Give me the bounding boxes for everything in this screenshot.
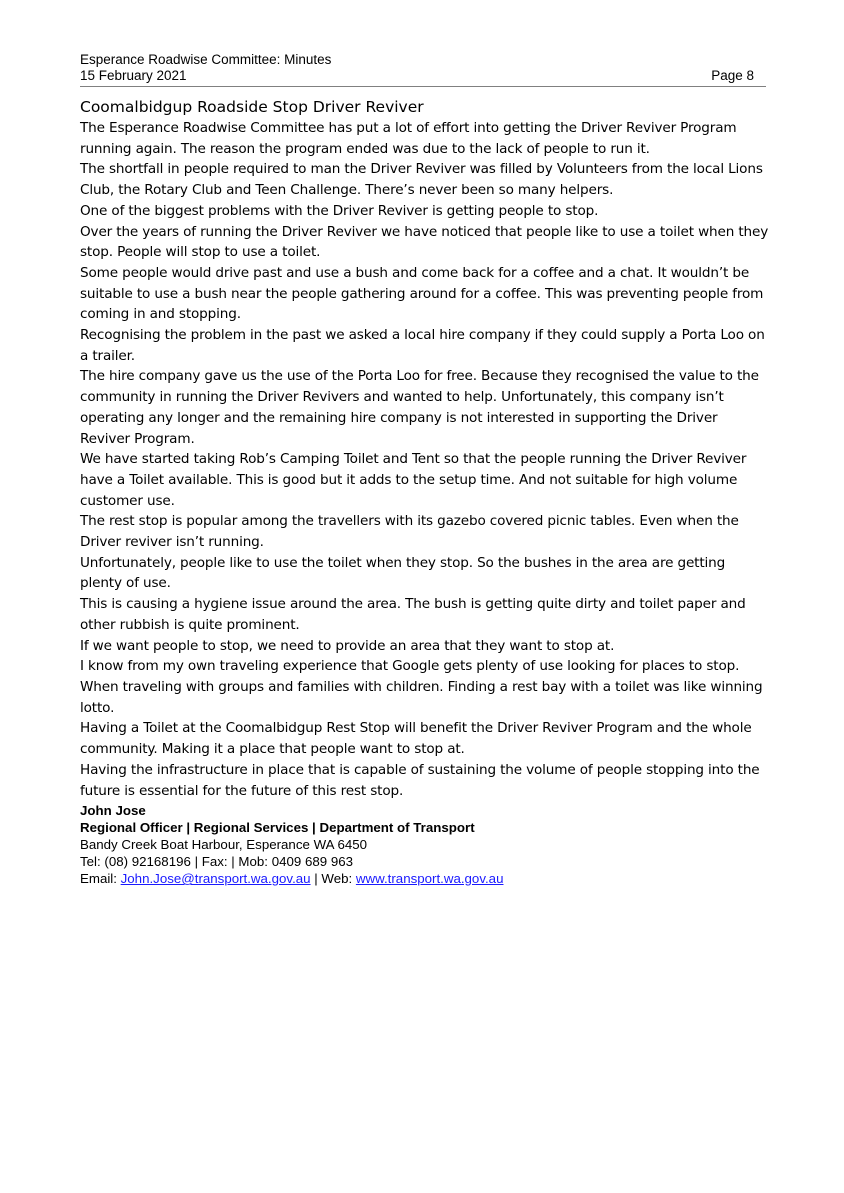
paragraph: This is causing a hygiene issue around the area. The bush is getting quite dirty and toilet paper and other rubbish is quite prominent. xyxy=(80,596,746,633)
paragraph: Some people would drive past and use a bush and come back for a coffee and a chat. It wouldn’t be suitable to use a bush near the people gathering around for a coffee. This was preventing people from coming in and stopping. xyxy=(80,264,764,323)
paragraph: Having the infrastructure in place that is capable of sustaining the volume of people stopping into the future is essential for the future of this rest stop. xyxy=(80,761,760,799)
paragraph: If we want people to stop, we need to provide an area that they want to stop at. xyxy=(80,637,615,654)
web-link[interactable]: www.transport.wa.gov.au xyxy=(355,871,504,887)
paragraph: Unfortunately, people like to use the toilet when they stop. So the bushes in the area are getting plenty of use. xyxy=(80,554,726,592)
signatory-email-web xyxy=(80,870,770,887)
paragraph: Having a Toilet at the Coomalbidgup Rest Stop will benefit the Driver Reviver Program and the whole community. Making it a place that people want to stop at. xyxy=(80,720,752,758)
email-label: Email: xyxy=(80,871,121,887)
web-label: | Web: xyxy=(310,871,356,887)
document-body xyxy=(80,96,770,887)
signatory-address: Bandy Creek Boat Harbour, Esperance WA 6450 xyxy=(80,837,368,853)
paragraph: The shortfall in people required to man the Driver Reviver was filled by Volunteers from the local Lions Club, the Rotary Club and Teen Challenge. There’s never been so many helpers. xyxy=(80,161,763,199)
paragraph: We have started taking Rob’s Camping Toilet and Tent so that the people running the Driver Reviver have a Toilet available. This is good but it adds to the setup time. And not suitable for high volume customer use. xyxy=(80,451,747,509)
paragraph: The Esperance Roadwise Committee has put a lot of effort into getting the Driver Reviver Program running again. The reason the program ended was due to the lack of people to run it. xyxy=(80,120,737,157)
page-number: Page 8 xyxy=(711,68,754,83)
paragraph: The hire company gave us the use of the Porta Loo for free. Because they recognised the value to the community in running the Driver Revivers and wanted to help. Unfortunately, this company isn’t operating any longer and the remaining hire company is not interested in supporting the Driver Reviver Program. xyxy=(80,368,759,447)
paragraph: I know from my own traveling experience that Google gets plenty of use looking for places to stop. When traveling with groups and families with children. Finding a rest bay with a toilet was like winning lotto. xyxy=(80,658,763,716)
paragraph: Recognising the problem in the past we asked a local hire company if they could supply a Porta Loo on a trailer. xyxy=(80,327,765,364)
signatory-role: Regional Officer | Regional Services | Department of Transport xyxy=(80,820,475,836)
signature-block xyxy=(80,802,770,887)
email-link[interactable]: John.Jose@transport.wa.gov.au xyxy=(120,871,311,887)
meeting-date: 15 February 2021 xyxy=(80,68,187,83)
header-row xyxy=(80,68,766,84)
page-header xyxy=(80,52,766,87)
paragraph: Over the years of running the Driver Reviver we have noticed that people like to use a toilet when they stop. People will stop to use a toilet. xyxy=(80,223,769,261)
signatory-phone: Tel: (08) 92168196 | Fax: | Mob: 0409 689 963 xyxy=(80,854,354,870)
section-paragraphs xyxy=(80,118,770,801)
section-title: Coomalbidgup Roadside Stop Driver Reviver xyxy=(80,98,424,116)
paragraph: One of the biggest problems with the Driver Reviver is getting people to stop. xyxy=(80,202,599,219)
signatory-name: John Jose xyxy=(80,803,146,819)
document-title: Esperance Roadwise Committee: Minutes xyxy=(80,52,332,67)
paragraph: The rest stop is popular among the travellers with its gazebo covered picnic tables. Even when the Driver reviver isn’t running. xyxy=(80,513,739,551)
